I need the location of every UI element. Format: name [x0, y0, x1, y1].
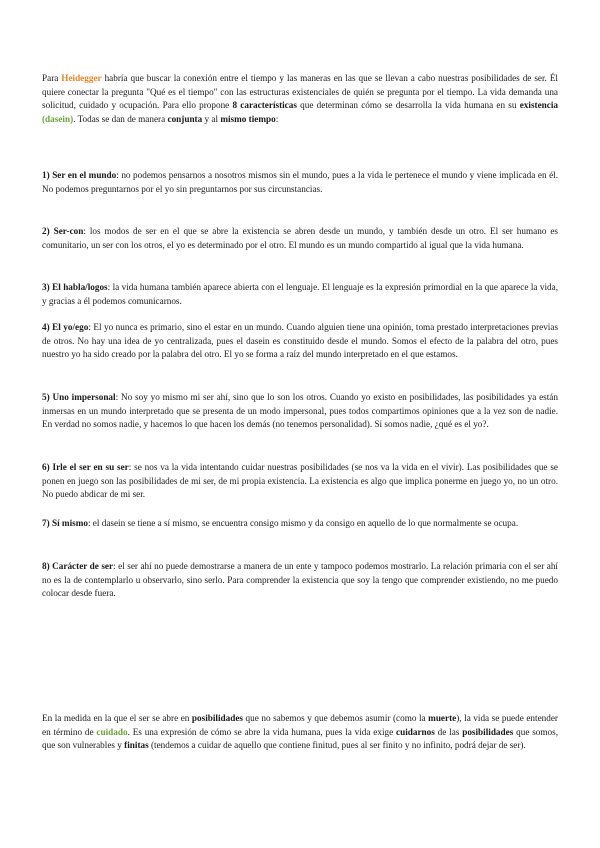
item-2-paragraph: [42, 225, 558, 252]
existencia-term: existencia: [519, 100, 558, 110]
closing-text: ), la vida se puede entender en término de: [42, 713, 558, 737]
intro-text: habría que buscar la conexión entre el tiempo y las maneras en las que se llevan a cabo nuestras posibilidades de ser. Él quiere conectar la pregunta "Qué es el tiempo" con las estructuras existenciales de quién se pregunta por el tiempo. La vida demanda una solicitud, cuidado y ocupación. Para ello propone: [42, 73, 558, 110]
dasein-highlight: (dasein): [42, 113, 74, 124]
closing-paragraph: [42, 712, 558, 753]
closing-text: de las: [434, 726, 463, 737]
closing-text: En la medida en la que el ser se abre en: [42, 713, 192, 723]
item-6-paragraph: [42, 461, 558, 502]
item-4-paragraph: [42, 321, 558, 362]
item-text: : el dasein se tiene a sí mismo, se encuentra consigo mismo y da consigo en aquello de lo que normalmente se ocupa.: [87, 518, 519, 528]
item-7-paragraph: [42, 517, 558, 531]
item-number: 1): [42, 170, 53, 180]
item-text: : el ser ahí no puede demostrarse a manera de un ente y tampoco podemos mostrarlo. La relación primaria con el ser ahí no es la de contemplarlo u observarlo, sino serlo. Para comprender la existencia que soy la tengo que comprender existiendo, no me puedo colocar desde fuera.: [42, 561, 558, 598]
item-title: El yo/ego: [52, 322, 89, 332]
item-number: 7): [42, 518, 52, 528]
item-text: : la vida humana también aparece abierta con el lenguaje. El lenguaje es la expresión primordial en la que aparece la vida, y gracias a él podemos comunicarnos.: [42, 282, 559, 306]
item-title: Irle el ser en su ser: [52, 462, 129, 472]
item-text: : se nos va la vida intentando cuidar nuestras posibilidades (se nos va la vida en el vivir). Las posibilidades que se ponen en juego son las posibilidades de mi ser, de mi propia existencia. La existencia es algo que implica ponerme en juego yo, no un otro. No puedo abdicar de mi ser.: [42, 462, 558, 499]
item-number: 6): [42, 462, 53, 472]
closing-text: que no sabemos y que debemos asumir (como la: [243, 713, 429, 723]
conjunta-term: conjunta: [167, 113, 203, 124]
item-text: : no podemos pensarnos a nosotros mismos sin el mundo, pues a la vida le pertenece el mundo y viene implicada en él. No podemos preguntarnos por el yo sin preguntarnos por sus circunstancias.: [42, 170, 558, 194]
posibilidades-term: posibilidades: [462, 726, 514, 737]
item-1-paragraph: [42, 169, 558, 196]
closing-text: . Es una expresión de cómo se abre la vida humana, pues la vida exige: [127, 726, 397, 737]
intro-text: :: [275, 113, 279, 124]
posibilidades-term: posibilidades: [191, 713, 243, 723]
cuidado-highlight: cuidado: [96, 726, 128, 737]
cuidarnos-term: cuidarnos: [396, 726, 435, 737]
closing-text: (tendemos a cuidar de aquello que contiene finitud, pues al ser finito y no infinito, podrá dejar de ser).: [148, 740, 526, 750]
intro-text: Para: [42, 73, 62, 83]
intro-text: que determinan cómo se desarrolla la vida humana en su: [296, 100, 520, 110]
item-text: : No soy yo mismo mi ser ahí, sino que lo son los otros. Cuando yo existo en posibilidades, las posibilidades ya están inmersas en un mundo interpretado que se presenta de un modo impersonal, pues todos compartimos opiniones que a la vez son de nadie. En verdad no somos nadie, y hacemos lo que hacen los demás (no tenemos personalidad). Si somos nadie, ¿qué es el yo?.: [42, 392, 558, 429]
finitas-term: finitas: [124, 740, 149, 750]
item-number: 4): [42, 322, 53, 332]
heidegger-highlight: Heidegger: [61, 73, 102, 83]
item-title: Uno impersonal: [52, 392, 116, 402]
item-title: Ser-con: [53, 226, 84, 236]
muerte-term: muerte: [428, 713, 457, 723]
intro-paragraph: [42, 72, 558, 126]
mismo-tiempo-term: mismo tiempo: [220, 113, 276, 124]
ocho-caracteristicas: 8 características: [232, 100, 297, 110]
item-title: Sí mismo: [51, 518, 88, 528]
item-3-paragraph: [42, 281, 558, 308]
item-title: Ser en el mundo: [52, 170, 117, 180]
item-number: 2): [42, 226, 54, 236]
item-number: 8): [42, 561, 53, 571]
item-title: El habla/logos: [52, 282, 108, 292]
item-title: Carácter de ser: [52, 561, 114, 571]
item-8-paragraph: [42, 560, 558, 601]
intro-text: . Todas se dan de manera: [73, 113, 168, 124]
item-5-paragraph: [42, 391, 558, 432]
item-number: 5): [42, 392, 53, 402]
intro-text: y al: [202, 113, 221, 124]
item-text: : los modos de ser en el que se abre la existencia se abren desde un mundo, y también desde un otro. El ser humano es comunitario, un ser con los otros, el yo es determinado por el otro. El mundo es un mundo compartido al igual que la vida humana.: [42, 226, 559, 250]
closing-text: que somos, que son vulnerables y: [42, 726, 559, 750]
item-number: 3): [42, 282, 53, 292]
item-text: : El yo nunca es primario, sino el estar en un mundo. Cuando alguien tiene una opinión, toma prestado interpretaciones previas de otros. No hay una idea de yo centralizada, pues el dasein es constituido desde el mundo. Somos el efecto de la palabra del otro, pues nuestro yo ha sido creado por la palabra del otro. El yo se forma a raíz del mundo interpretado en el que estamos.: [42, 322, 559, 359]
